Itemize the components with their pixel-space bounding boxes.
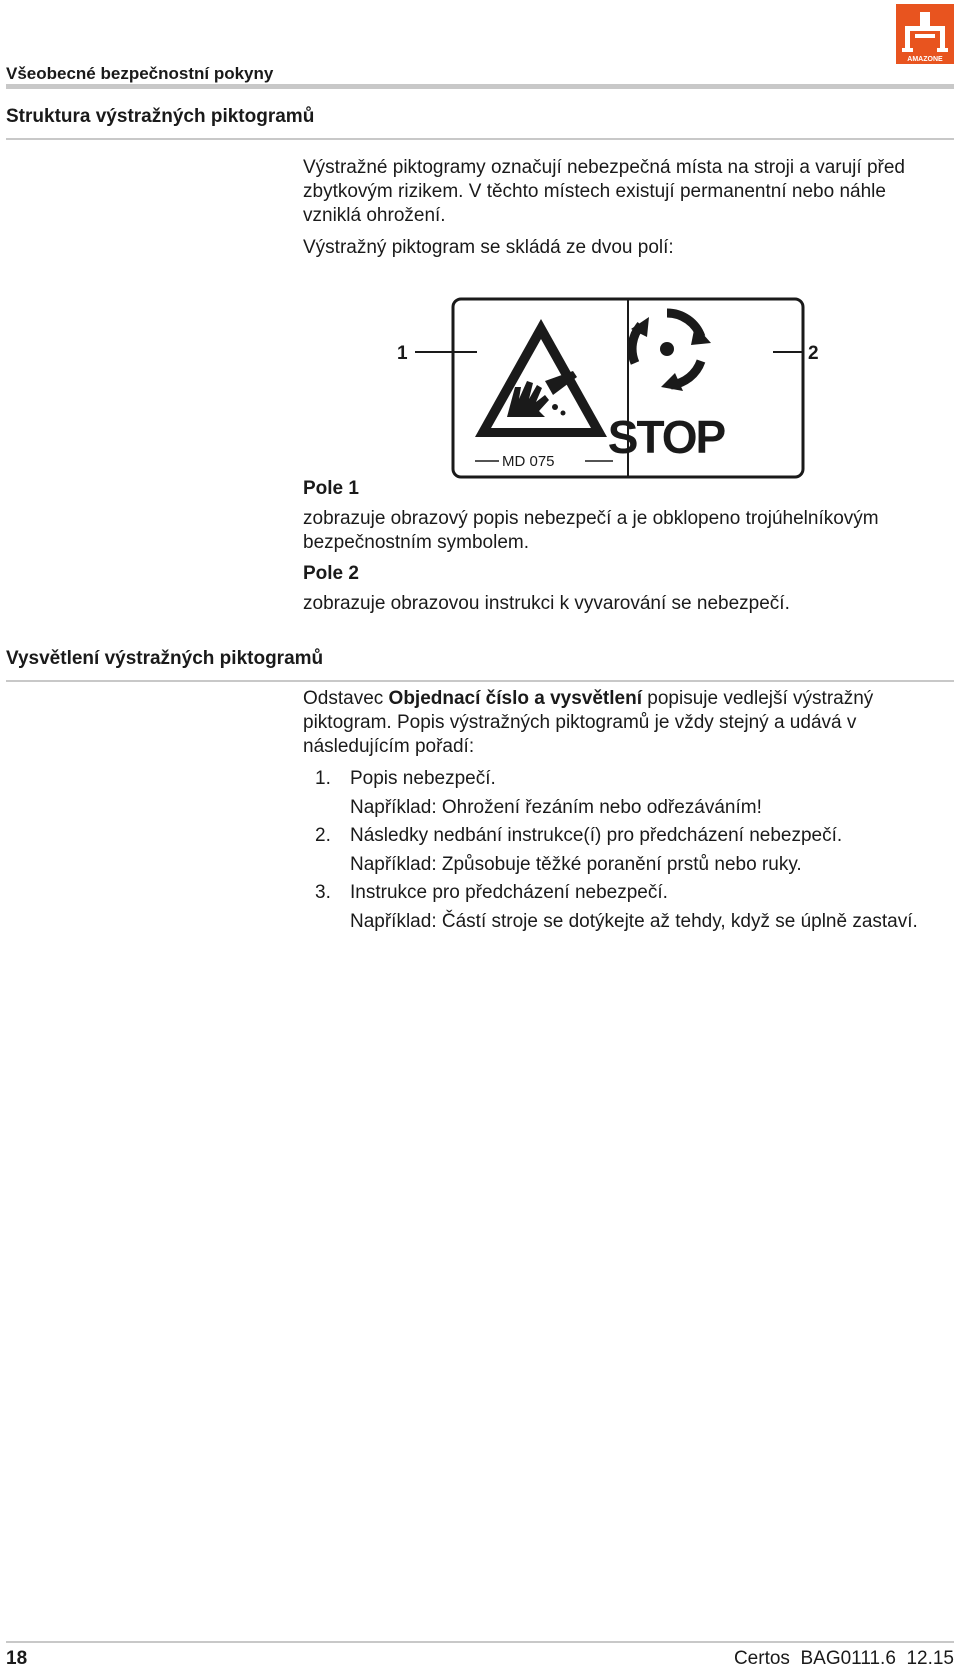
document-id: Certos BAG0111.6 12.15 <box>733 1648 954 1669</box>
list-item-example: Například: Ohrožení řezáním nebo odřezáváním! <box>350 797 762 818</box>
section-title-structure: Struktura výstražných piktogramů <box>6 106 315 127</box>
section-title-explanation: Vysvětlení výstražných piktogramů <box>6 648 324 669</box>
explanation-text-end: popisuje vedlejší výstražný piktogram. Popis výstražných piktogramů je vždy stejný a udává v následujícím pořadí: <box>303 688 874 757</box>
list-item-number: 3. <box>315 882 331 903</box>
callout-label-2: 2 <box>808 343 819 364</box>
running-header: Všeobecné bezpečnostní pokyny <box>6 64 274 83</box>
field-2-title: Pole 2 <box>303 563 359 584</box>
list-item-example: Například: Částí stroje se dotýkejte až tehdy, když se úplně zastaví. <box>350 911 918 932</box>
intro-paragraph: Výstražné piktogramy označují nebezpečná místa na stroji a varují před zbytkovým rizikem. V těchto místech existují permanentní nebo náhle vzniklá ohrožení. <box>303 157 905 226</box>
amazone-logo <box>896 4 954 64</box>
list-item-text: Instrukce pro předcházení nebezpečí. <box>350 882 668 903</box>
section-rule <box>6 138 954 140</box>
section-rule-2 <box>6 680 954 682</box>
callout-label-1: 1 <box>397 343 408 364</box>
fields-paragraph: Výstražný piktogram se skládá ze dvou polí: <box>303 237 674 258</box>
list-item-number: 1. <box>315 768 331 789</box>
stop-text: STOP <box>607 411 725 463</box>
amazone-logo-icon <box>896 4 954 64</box>
explanation-text-start: Odstavec <box>303 688 389 709</box>
explanation-bold-term: Objednací číslo a vysvětlení <box>388 688 642 709</box>
header-rule <box>6 84 954 89</box>
footer-rule <box>6 1641 954 1643</box>
list-item-text: Popis nebezpečí. <box>350 768 496 789</box>
page-number: 18 <box>6 1648 28 1669</box>
explanation-paragraph <box>303 687 943 759</box>
list-item-example: Například: Způsobuje těžké poranění prstů nebo ruky. <box>350 854 802 875</box>
field-1-title: Pole 1 <box>303 478 359 499</box>
list-item-number: 2. <box>315 825 331 846</box>
list-item-text: Následky nedbání instrukce(í) pro předcházení nebezpečí. <box>350 825 843 846</box>
logo-text: AMAZONE <box>907 56 943 63</box>
field-1-description: zobrazuje obrazový popis nebezpečí a je obklopeno trojúhelníkovým bezpečnostním symbolem. <box>303 508 879 553</box>
pictogram-code: MD 075 <box>502 453 555 470</box>
field-2-description: zobrazuje obrazovou instrukci k vyvarování se nebezpečí. <box>303 593 790 614</box>
warning-pictogram <box>395 295 825 485</box>
